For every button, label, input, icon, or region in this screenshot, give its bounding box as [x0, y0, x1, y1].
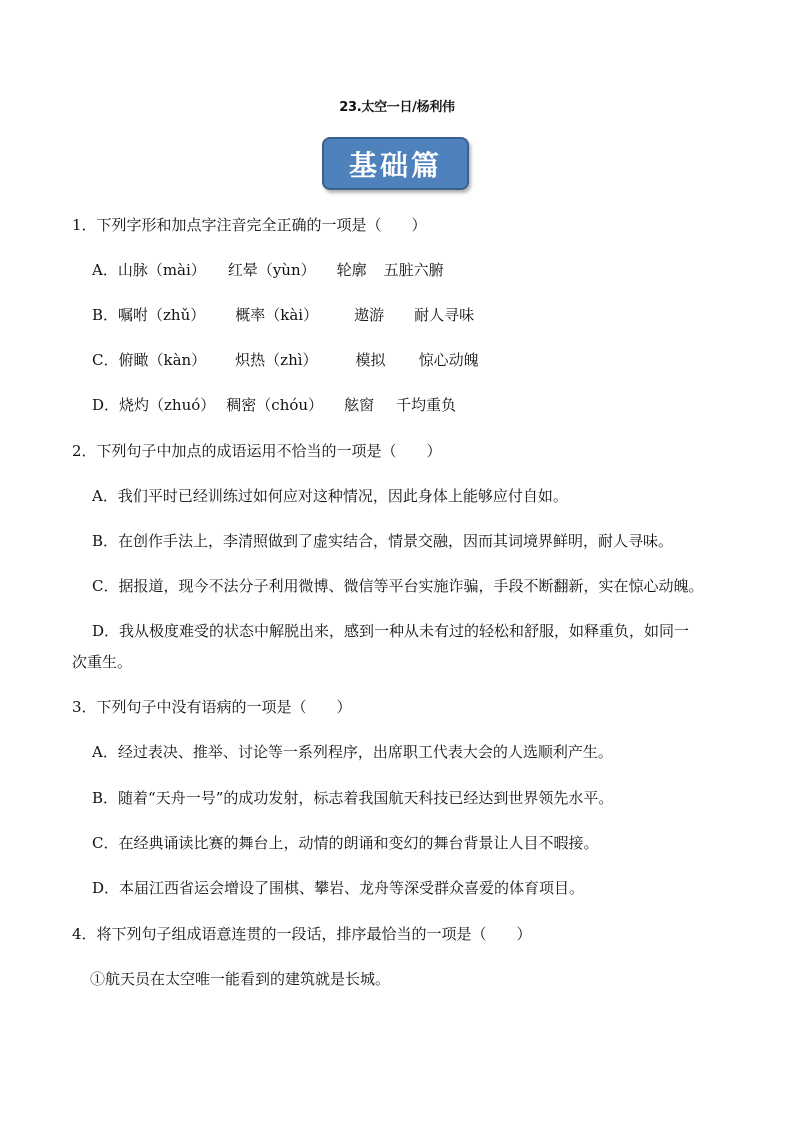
option-b-word-1: B．嘱咐（zhǔ）	[92, 306, 206, 324]
option-b-word-3: 遨游	[354, 306, 385, 324]
question-3-option-d: D．本届江西省运会增设了围棋、攀岩、龙舟等深受群众喜爱的体育项目。	[92, 879, 585, 897]
question-3-option-b: B．随着“天舟一号”的成功发射，标志着我国航天科技已经达到世界领先水平。	[92, 789, 614, 807]
option-c-word-3: 模拟	[355, 351, 386, 369]
question-2-option-a: A．我们平时已经训练过如何应对这种情况，因此身体上能够应付自如。	[92, 487, 568, 505]
section-banner: 基础篇	[322, 137, 469, 190]
question-1-option-c	[92, 350, 479, 370]
option-d-word-4: 千均重负	[396, 396, 457, 414]
question-2-option-d-line-1: D．我从极度难受的状态中解脱出来，感到一种从未有过的轻松和舒服，如释重负，如同一	[92, 622, 690, 640]
option-c-word-1: C．俯瞰（kàn）	[92, 351, 207, 369]
option-c-word-4: 惊心动魄	[418, 351, 479, 369]
option-b-word-2: 概率（kài）	[235, 306, 319, 324]
option-d-word-1: D．烧灼（zhuó）	[92, 396, 216, 414]
question-1-option-b	[92, 305, 474, 325]
option-a-word-2: 红晕（yùn）	[227, 261, 316, 279]
option-b-word-4: 耐人寻味	[414, 306, 475, 324]
option-a-word-4: 五脏六腑	[383, 261, 444, 279]
question-3-option-a: A．经过表决、推举、讨论等一系列程序，出席职工代表大会的人选顺利产生。	[92, 743, 613, 761]
question-2-option-d-line-2: 次重生。	[72, 653, 133, 671]
question-2-option-b: B．在创作手法上，李清照做到了虚实结合，情景交融，因而其词境界鲜明，耐人寻味。	[92, 532, 674, 550]
option-a-word-1: A．山脉（mài）	[92, 261, 206, 279]
question-4-stem: 4．将下列句子组成语意连贯的一段话，排序最恰当的一项是（ ）	[72, 925, 532, 943]
question-1-option-d	[92, 395, 456, 415]
question-3-option-c: C．在经典诵读比赛的舞台上，动情的朗诵和变幻的舞台背景让人目不暇接。	[92, 834, 599, 852]
question-3-stem: 3．下列句子中没有语病的一项是（ ）	[72, 698, 352, 716]
question-1-option-a	[92, 260, 444, 280]
option-d-word-2: 稠密（chóu）	[226, 396, 324, 414]
question-1-stem: 1．下列字形和加点字注音完全正确的一项是（ ）	[72, 216, 427, 234]
question-4-sentence-1: ①航天员在太空唯一能看到的建筑就是长城。	[90, 970, 391, 988]
question-2-stem: 2．下列句子中加点的成语运用不恰当的一项是（ ）	[72, 442, 442, 460]
option-d-word-3: 舷窗	[344, 396, 375, 414]
question-2-option-c: C．据报道，现今不法分子利用微博、微信等平台实施诈骗，手段不断翻新，实在惊心动魄。	[92, 577, 704, 595]
option-c-word-2: 炽热（zhì）	[235, 351, 318, 369]
document-title: 23.太空一日/杨利伟	[339, 100, 455, 115]
option-a-word-3: 轮廓	[336, 261, 367, 279]
